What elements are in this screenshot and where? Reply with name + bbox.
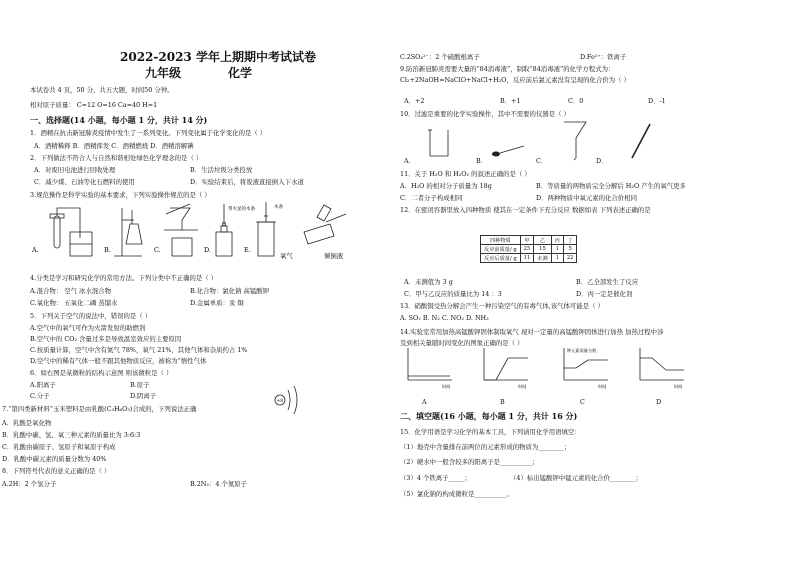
question-9-option-d: D．-1 bbox=[648, 97, 666, 105]
question-7-option-b: B．乳酸中碳、氢、氧三种元素的质量比为 3:6:3 bbox=[2, 431, 141, 439]
table-row bbox=[481, 254, 577, 263]
section-2-heading: 二、填空题(16 小题，每小题 1 分，共计 16 分) bbox=[400, 411, 578, 421]
subject-label: 化学 bbox=[228, 66, 253, 80]
q14-axis-x-b: 时间 bbox=[518, 384, 527, 389]
section-1-heading: 一、选择题(14 小题，每小题 1 分，共计 14 分) bbox=[30, 115, 208, 125]
question-8-option-b: B.2N₂：4 个氮原子 bbox=[190, 480, 247, 488]
question-12: 12．在密闭容器里放入四种物质 使其在一定条件下充分反应 数据如表 下列表述正确的是 bbox=[400, 206, 651, 214]
question-2-option-c: C．减少煤、石油等化石燃料的使用 bbox=[34, 178, 135, 186]
question-12-option-d: D．丙一定是催化剂 bbox=[576, 290, 633, 298]
exam-info: 本试卷共 4 页，50 分，共五大题，时间50 分钟。 bbox=[30, 86, 174, 94]
question-4-option-b: B.化合物：氯化钠 高锰酸钾 bbox=[190, 287, 270, 295]
question-14-line-2: 及到相关量随时间变化的图象正确的是（ ） bbox=[400, 339, 524, 347]
question-14-line-1: 14.实验室常用加热高锰酸钾固体制取氧气 现对一定量的高锰酸钾固体进行加热 加热过程中涉 bbox=[400, 328, 664, 336]
question-6-option-b: B.原子 bbox=[130, 381, 150, 389]
question-10-option-b: B． bbox=[476, 157, 488, 165]
question-8: 8．下列符号代表的意义正确的是（ ） bbox=[2, 467, 111, 475]
table-cell: 1 bbox=[551, 245, 563, 254]
table-cell: 22 bbox=[563, 254, 577, 263]
question-6-option-c: C.分子 bbox=[30, 392, 50, 400]
question-3: 3.规范操作是科学实验的基本要求，下列实验操作规范的是（ ） bbox=[30, 191, 211, 199]
question-4: 4.分类是学习和研究化学的常用方法。下列分类中不正确的是（ ） bbox=[30, 274, 218, 282]
question-2-option-d: D．实验结束后，将废液直接倒入下水道 bbox=[190, 178, 304, 186]
q3-label-pour: 倾倒液 bbox=[324, 252, 344, 260]
atom-nucleus-label: +8 bbox=[276, 399, 284, 404]
question-11: 11．关于 H₂O 和 H₂O₂ 的叙述正确的是（ ） bbox=[400, 170, 531, 178]
question-15-item-1: （1）地壳中含量排在前两位的元素形成的物质为________； bbox=[400, 443, 571, 451]
question-4-option-a: A.混合物： 空气 冰水混合物 bbox=[30, 287, 112, 295]
q3-text-stick: 木条 bbox=[274, 205, 283, 210]
question-13-options: A. SO₂ B. N₂ C. NO₂ D. NH₃ bbox=[400, 314, 489, 322]
question-12-option-c: C．甲与乙反应的质量比为 14 ：3 bbox=[404, 290, 502, 298]
q3-apparatus-figure bbox=[30, 202, 360, 262]
q14-axis-x-a: 时间 bbox=[442, 384, 451, 389]
question-5-option-d: D.空气中的稀有气体一般不跟其他物质反应，被称为“惰性气体 bbox=[30, 357, 207, 365]
question-14-option-b: B bbox=[500, 398, 505, 406]
q3-text-oxygen: 氧气 bbox=[280, 252, 293, 260]
q3-label-a: A. bbox=[32, 246, 39, 254]
question-15-item-4: （4）标出锰酸钾中锰元素的化合价________； bbox=[510, 474, 642, 482]
question-15-item-3: （3）4 个铁离子_____； bbox=[400, 474, 471, 482]
atom-structure-icon bbox=[266, 380, 306, 420]
question-7-option-c: C．乳酸由碳原子、氢原子和氧原子构成 bbox=[2, 443, 116, 451]
question-15-item-2: （2）硬水中一般含较多的阳离子是__________； bbox=[400, 458, 539, 466]
question-15: 15．化学用语是学习化学的基本工具，下列请用化学用语填空： bbox=[400, 428, 581, 436]
question-10-option-a: A． bbox=[404, 157, 416, 165]
question-11-option-a: A．H₂O 的相对分子质量为 18g bbox=[400, 182, 492, 190]
q3-text-splint: 带火星的木条 bbox=[228, 207, 255, 212]
question-14-option-a: A bbox=[422, 398, 427, 406]
table-cell: 反应后质量/ g bbox=[481, 254, 521, 263]
question-7: 7.“第四类新材料”玉米塑料是由乳酸(C₃H₆O₃)合成的，下列说法正确 bbox=[2, 405, 197, 413]
question-8-option-d: D.Fe²⁺：铁离子 bbox=[580, 53, 627, 61]
exam-title: 2022-2023 学年上期期中考试试卷 bbox=[120, 50, 316, 64]
question-11-option-d: D．两种物质中氧元素的化合价相同 bbox=[536, 194, 637, 202]
question-10-option-d: D． bbox=[596, 157, 608, 165]
q14-graphs-figure bbox=[404, 346, 704, 390]
table-row bbox=[481, 245, 577, 254]
question-10: 10．过滤是重要的化学实验操作，其中不需要的仪器是（ ） bbox=[400, 110, 570, 118]
question-6-option-d: D.阴离子 bbox=[130, 392, 157, 400]
question-6: 6．如右图是某微粒的结构示意图 则该微粒是（ ） bbox=[30, 369, 173, 377]
grade-label: 九年级 bbox=[145, 66, 182, 80]
table-cell: 未测 bbox=[534, 254, 551, 263]
question-5: 5．下列关于空气的说法中，错误的是（ ） bbox=[30, 312, 152, 320]
question-10-option-c: C． bbox=[536, 157, 548, 165]
table-row bbox=[481, 236, 577, 245]
question-2-option-a: A．对废旧电池进行回收处理 bbox=[34, 166, 116, 174]
table-cell: 四种物质 bbox=[481, 236, 521, 245]
question-2-option-b: B．生活垃圾分类投放 bbox=[190, 166, 253, 174]
question-11-option-b: B．等质量的两物质完全分解后 H₂O 产生的氧气更多 bbox=[536, 182, 686, 190]
q3-label-b: B. bbox=[104, 246, 111, 254]
question-9-line-2: Cl₂+2NaOH=NaClO+NaCl+H₂O，反应前后氯元素没有呈现的化合价为（ ） bbox=[400, 76, 630, 84]
table-cell: 1 bbox=[551, 254, 563, 263]
table-cell: 丙 bbox=[551, 236, 563, 245]
table-cell: 25 bbox=[520, 245, 534, 254]
q3-label-d: D. bbox=[204, 246, 211, 254]
table-cell: 甲 bbox=[520, 236, 534, 245]
q3-label-e: E. bbox=[244, 246, 251, 254]
table-cell: 丁 bbox=[563, 236, 577, 245]
question-9-option-b: B．+1 bbox=[500, 97, 521, 105]
table-cell: 反应前质量/ g bbox=[481, 245, 521, 254]
question-9-line-1: 9.防治新冠肺炎需要大量的“84消毒液”，制取“84消毒液”的化学方程式为： bbox=[400, 65, 615, 73]
q10-instruments-figure bbox=[420, 118, 680, 162]
question-14-option-c: C bbox=[580, 398, 585, 406]
table-cell: 15 bbox=[534, 245, 551, 254]
question-9-option-a: A．+2 bbox=[404, 97, 425, 105]
question-15-item-5: （5）氯化钠的构成微粒是__________。 bbox=[400, 490, 513, 498]
question-13: 13．硝酸铜受热分解会产生一种污染空气的有毒气体,该气体可能是（ ） bbox=[400, 302, 604, 310]
question-9-option-c: C．0 bbox=[568, 97, 584, 105]
question-14-option-d: D bbox=[656, 398, 662, 406]
question-5-option-a: A.空气中的氧气可作为火箭发射的助燃剂 bbox=[30, 324, 146, 332]
question-7-option-a: A．乳酸是氧化物 bbox=[2, 419, 52, 427]
q14-graph-c-label: 钾元素质量分数 bbox=[567, 348, 597, 353]
q14-axis-x-c: 时间 bbox=[598, 384, 607, 389]
question-6-option-a: A.阳离子 bbox=[30, 381, 56, 389]
question-8-option-c: C.2SO₄²⁻：2 个硫酸根离子 bbox=[400, 53, 480, 61]
question-7-option-d: D．乳酸中碳元素的质量分数为 40% bbox=[2, 455, 107, 463]
question-1-options: A．酒精稀释 B．酒精挥发 C．酒精燃烧 D．酒精溶解碘 bbox=[34, 142, 194, 150]
q12-data-table bbox=[480, 235, 577, 263]
table-cell: 5 bbox=[563, 245, 577, 254]
question-5-option-c: C.按质量计算，空气中含有氮气 78%，氧气 21%，其他气体和杂质约占 1% bbox=[30, 346, 248, 354]
question-5-option-b: B.空气中的 CO₂ 含量过多是导致温室效应的主要原因 bbox=[30, 335, 182, 343]
question-1: 1．酒精在抗击新冠肺炎疫情中发生了一系列变化。下列变化属于化学变化的是（ ） bbox=[30, 129, 267, 137]
question-12-option-b: B．乙全部发生了反应 bbox=[576, 278, 639, 286]
question-11-option-c: C．二者分子构成相同 bbox=[400, 194, 463, 202]
atomic-mass: 相对原子质量： C=12 O=16 Ca=40 H=1 bbox=[30, 101, 158, 109]
question-4-option-d: D.金属单质：汞 铜 bbox=[190, 299, 244, 307]
table-cell: 乙 bbox=[534, 236, 551, 245]
question-12-option-a: A．未测值为 3 g bbox=[404, 278, 453, 286]
table-cell: 11 bbox=[520, 254, 534, 263]
question-4-option-c: C.氧化物： 五氧化二磷 蒸馏水 bbox=[30, 299, 118, 307]
question-2: 2．下列做法不符合人与自然和谐相处绿色化学理念的是（ ） bbox=[30, 154, 203, 162]
q14-axis-x-d: 时间 bbox=[674, 384, 683, 389]
question-8-option-a: A.2H：2 个氢分子 bbox=[2, 480, 57, 488]
q3-label-c: C. bbox=[154, 246, 161, 254]
